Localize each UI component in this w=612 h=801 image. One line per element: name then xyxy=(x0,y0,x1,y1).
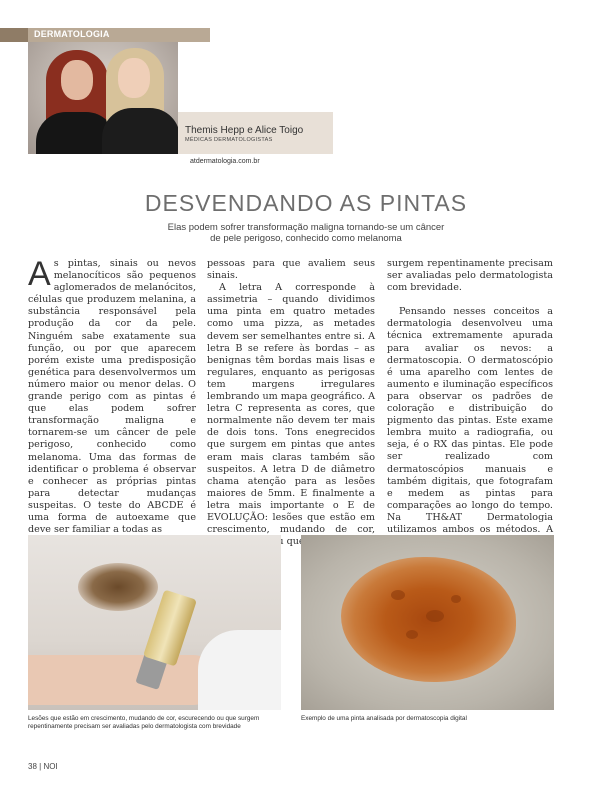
magazine-name: NOI xyxy=(43,762,58,771)
col1-paragraph: s pintas, sinais ou nevos melanocíticos são pequenos aglomerados de melanócitos, células que produzem melanina, a substância responsável pela produção da cor da pele. Ninguém sabe exatamente sua função, ou por que aparecem porém existe uma predisposição genética para desenvolvermos um número maior ou menor delas. O grande perigo com as pintas é que elas podem sofrer transformação maligna e tornarem-se um câncer de pele perigoso, conhecido como melanoma. Uma das formas de identificar o problema é observar e conhecer as próprias pintas para detectar mudanças suspeitas. O teste do ABCDE é uma forma de autoexame que deve ser familiar a todas as xyxy=(28,258,196,536)
text-column-3 xyxy=(387,258,553,560)
subtitle-line-2: de pele perigoso, conhecido como melanoma xyxy=(210,233,402,244)
author-role: MÉDICAS DERMATOLOGISTAS xyxy=(185,137,273,143)
author-names: Themis Hepp e Alice Toigo xyxy=(185,125,304,136)
image-caption-2: Exemplo de uma pinta analisada por dermatoscopia digital xyxy=(301,715,467,722)
drop-cap: A xyxy=(28,255,51,293)
col3-paragraph-1: Pensando nesses conceitos a dermatologia desenvolveu uma técnica extremamente apurada para avaliar os nevos: a dermatoscopia. O dermatoscópio é uma aparelho com lentes de aumento e iluminação específicos para observar os padrões de coloração e distribuição do pigmento das pintas. Este exame lembra muito a radiografia, ou seja, é o RX das pintas. Ele pode ser realizado com dermatoscópios manuais e também digitais, que fotografam e medem as pintas para comparações ao longo do tempo. Na TH&AT Dermatologia utilizamos ambos os métodos. A xyxy=(387,306,553,535)
subtitle-line-1: Elas podem sofrer transformação maligna tornando-se um câncer xyxy=(167,222,445,233)
page-number: 38 xyxy=(28,762,37,771)
section-label: DERMATOLOGIA xyxy=(34,29,110,39)
page-footer xyxy=(28,762,58,771)
section-tab xyxy=(0,28,28,42)
dermatoscopy-image xyxy=(301,535,554,710)
text-column-2 xyxy=(207,258,375,548)
article-title: DESVENDANDO AS PINTAS xyxy=(144,190,468,216)
footer-separator: | xyxy=(39,762,42,771)
text-column-1 xyxy=(28,255,196,536)
authors-photo xyxy=(28,42,178,154)
author-website: atdermatologia.com.br xyxy=(190,158,260,165)
article-subtitle xyxy=(120,222,492,244)
dermatoscope-exam-photo xyxy=(28,535,281,710)
image-caption-1: Lesões que estão em crescimento, mudando de cor, escurecendo ou que surgem repentinamente precisam ser avaliadas pelo dermatologista com brevidade xyxy=(28,715,260,730)
col3-paragraph-0: surgem repentinamente precisam ser avaliadas pelo dermatologista com brevidade. xyxy=(387,258,553,294)
col2-paragraph-0: pessoas para que avaliem seus sinais. xyxy=(207,258,375,282)
col2-paragraph-1: A letra A corresponde à assimetria – quando dividimos uma pinta em quatro metades como uma pizza, as metades devem ser semelhantes entre si. A letra B se refere às bordas – as benignas têm bordas mais lisas e regulares, enquanto as perigosas tem margens irregulares lembrando um mapa geográfico. A letra C representa as cores, que normalmente não devem ter mais de dois tons. Tons enegrecidos que surgem em pintas que antes eram mais claras também são suspeitos. A letra D de diâmetro chama atenção para as lesões maiores de 5mm. E finalmente a letra mais importante o E de EVOLUÇÃO: lesões que estão em crescimento, mudando de cor, que xyxy=(207,282,375,548)
